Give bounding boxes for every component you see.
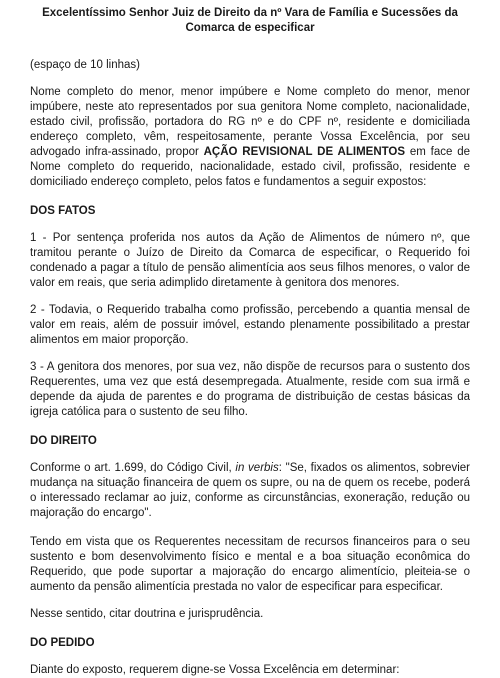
facts-paragraph-3: 3 - A genitora dos menores, por sua vez, não dispõe de recursos para o sustento dos Requerentes, uma vez que está desempregada. Atualmente, reside com sua irmã e depende da ajuda de parentes e do programa de distribuição de cestas básicas da igreja católica para o sustento de seu filho. <box>30 361 470 418</box>
section-heading-facts: DOS FATOS <box>30 205 96 217</box>
spacing-note: (espaço de 10 linhas) <box>30 59 140 71</box>
facts-paragraph-2: 2 - Todavia, o Requerido trabalha como profissão, percebendo a quantia mensal de valor em reais, além de possuir imóvel, estando plenamente possibilitado a prestar alimentos em maior proporção. <box>30 304 470 346</box>
law-paragraph-3: Nesse sentido, citar doutrina e jurisprudência. <box>30 608 264 620</box>
law-latin-term: in verbis <box>235 462 279 474</box>
request-intro: Diante do exposto, requerem digne-se Vossa Excelência em determinar: <box>30 664 400 676</box>
section-heading-law: DO DIREITO <box>30 435 97 447</box>
facts-paragraph-1: 1 - Por sentença proferida nos autos da Ação de Alimentos de número nº, que tramitou perante o Juízo de Direito da Comarca de especificar, o Requerido foi condenado a pagar a título de pensão alimentícia aos seus filhos menores, o valor de valor em reais, que seria adimplido diretamente à genitora dos menores. <box>30 232 470 289</box>
section-heading-request: DO PEDIDO <box>30 637 95 649</box>
law-text-part2: : "Se, fixados os alimentos, sobrevier mudança na situação financeira de quem os supre, ou na de quem os recebe, poderá o interessado reclamar ao juiz, conforme as circunstâncias, exoneração, redução ou majoração do encargo". <box>30 462 470 519</box>
law-paragraph-1 <box>30 461 470 521</box>
intro-paragraph <box>30 85 470 190</box>
document-title: Excelentíssimo Senhor Juiz de Direito da nº Vara de Família e Sucessões da Comarca de especificar <box>42 7 458 34</box>
action-name: AÇÃO REVISIONAL DE ALIMENTOS <box>203 146 406 158</box>
law-paragraph-2: Tendo em vista que os Requerentes necessitam de recursos financeiros para o seu sustento e bom desenvolvimento físico e mental e a boa situação econômica do Requerido, que pode suportar a majoração do encargo alimentício, pleiteia-se o aumento da pensão alimentícia prestada no valor de especificar para especificar. <box>30 536 470 593</box>
intro-text-part2: em face de Nome completo do requerido, nacionalidade, estado civil, profissão, residente e domiciliado endereço completo, pelos fatos e fundamentos a seguir expostos: <box>30 146 470 188</box>
law-text-part1: Conforme o art. 1.699, do Código Civil, <box>30 462 236 474</box>
intro-text-part1: Nome completo do menor, menor impúbere e Nome completo do menor, menor impúbere, neste ato representados por sua genitora Nome completo, nacionalidade, estado civil, profissão, portadora do RG nº e do CPF nº, residente e domiciliada endereço completo, vêm, respeitosamente, perante Vossa Excelência, por seu advogado infra-assinado, propor <box>30 86 470 158</box>
